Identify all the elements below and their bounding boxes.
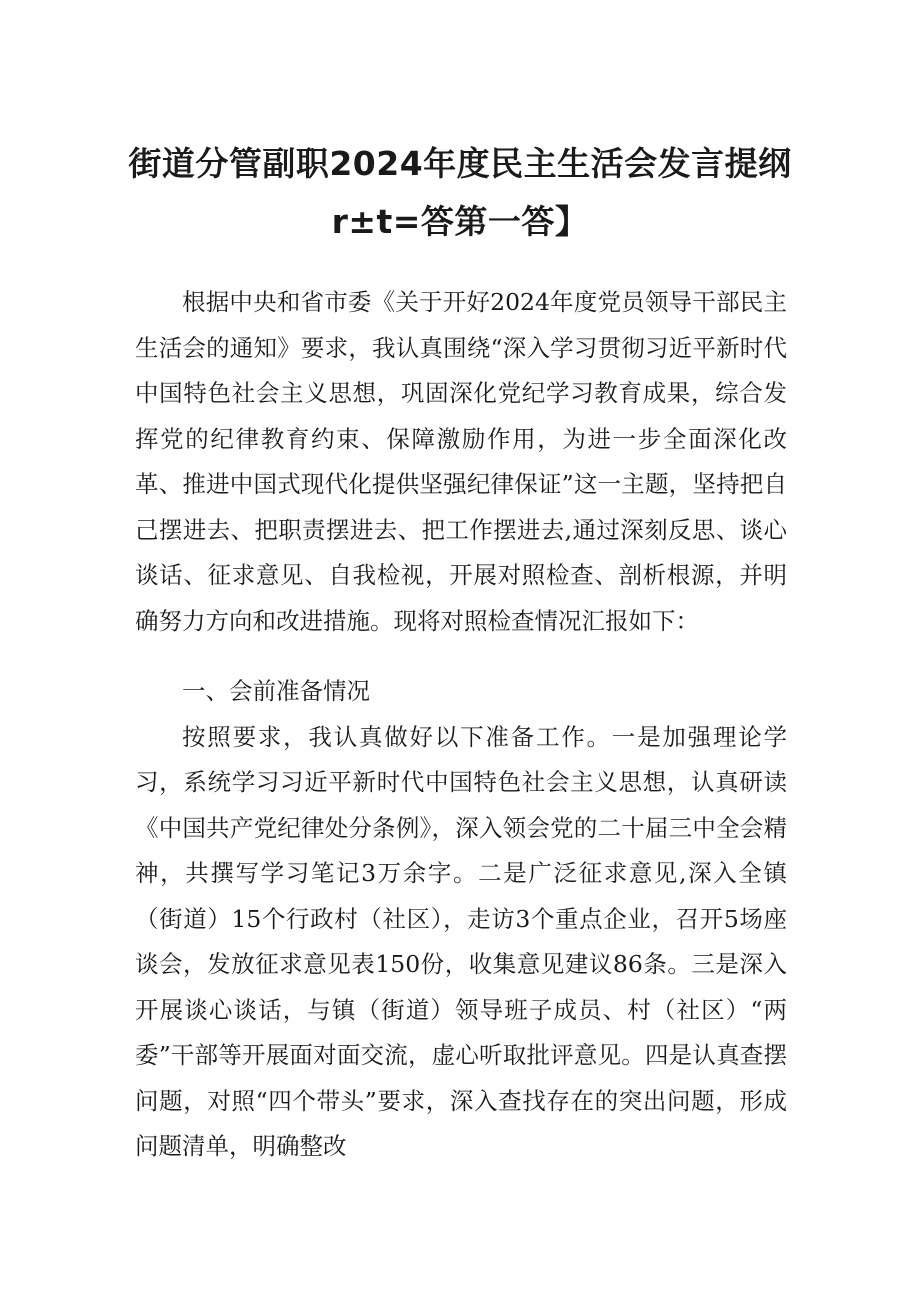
intro-paragraph: 根据中央和省市委《关于开好2024年度党员领导干部民主生活会的通知》要求，我认真围绕“深入学习贯彻习近平新时代中国特色社会主义思想，巩固深化党纪学习教育成果，综合发挥党的纪律教育约束、保障激励作用，为进一步全面深化改革、推进中国式现代化提供坚强纪律保证”这一主题，坚持把自己摆进去、把职责摆进去、把工作摆进去,通过深刻反思、谈心谈话、征求意见、自我检视，开展对照检查、剖析根源，并明确努力方向和改进措施。现将对照检查情况汇报如下： bbox=[135, 288, 787, 635]
section-1-heading: 一、会前准备情况 bbox=[182, 677, 370, 705]
section-1-paragraph: 按照要求，我认真做好以下准备工作。一是加强理论学习，系统学习习近平新时代中国特色社会主义思想，认真研读《中国共产党纪律处分条例》，深入领会党的二十届三中全会精神，共撰写学习笔记3万余字。二是广泛征求意见,深入全镇（街道）15个行政村（社区），走访3个重点企业，召开5场座谈会，发放征求意见表150份，收集意见建议86条。三是深入开展谈心谈话，与镇（街道）领导班子成员、村（社区）“两委”干部等开展面对面交流，虚心听取批评意见。四是认真查摆问题，对照“四个带头”要求，深入查找存在的突出问题，形成问题清单，明确整改 bbox=[135, 722, 787, 1160]
section-1-block bbox=[135, 669, 787, 1170]
intro-block bbox=[135, 280, 787, 644]
document-title: 街道分管副职2024年度民主生活会发言提纲 bbox=[128, 144, 792, 183]
document-subtitle: r±t=答第一答】 bbox=[331, 202, 589, 241]
